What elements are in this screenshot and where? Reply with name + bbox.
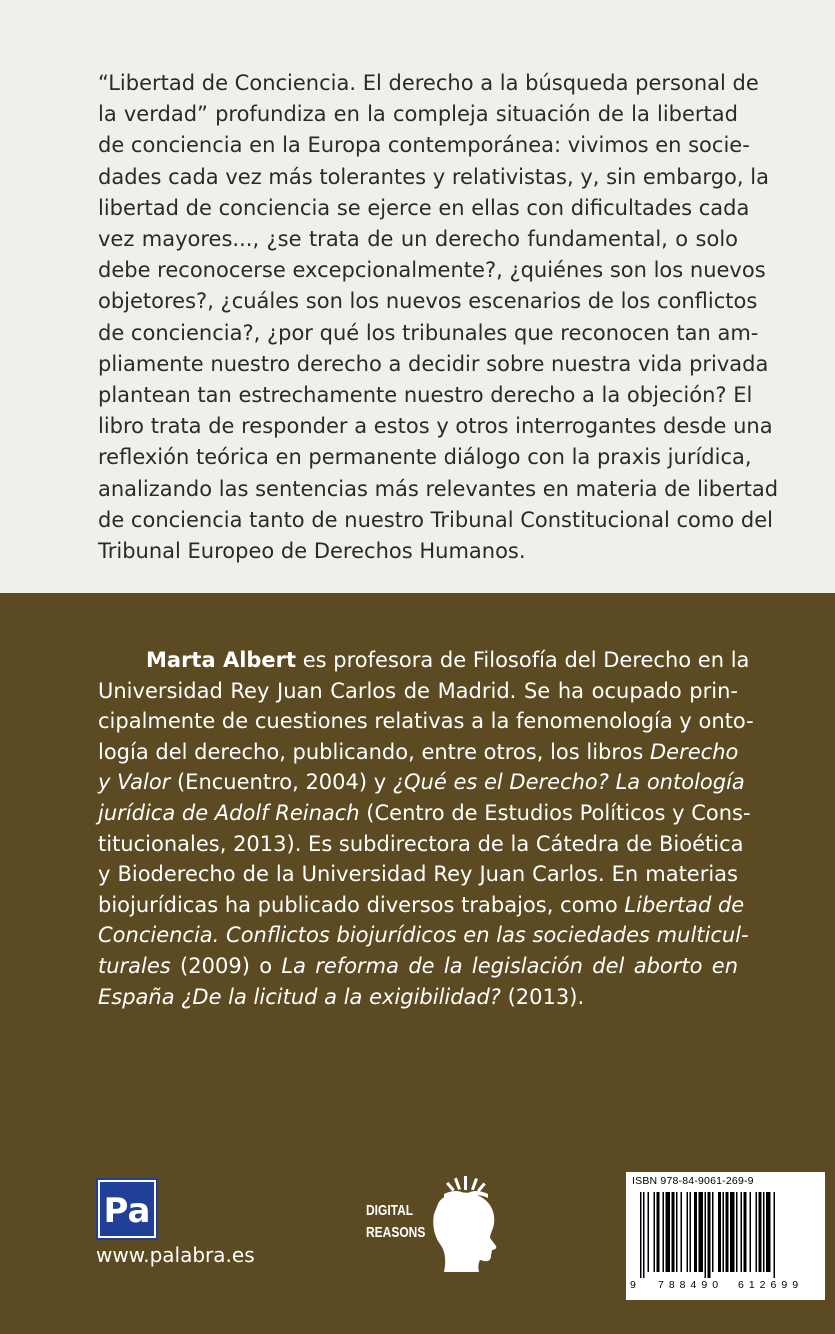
description-line: debe reconocerse excepcionalmente?, ¿quiénes son los nuevos xyxy=(98,258,766,283)
bio-line xyxy=(98,798,751,829)
barcode-digit-group: 788490 xyxy=(658,1279,724,1291)
book-title: ¿Qué es el Derecho? La ontología xyxy=(392,770,745,795)
description-line: “Libertad de Conciencia. El derecho a la búsqueda personal de xyxy=(98,71,759,95)
bio-line xyxy=(98,645,750,676)
description-line: objetores?, ¿cuáles son los nuevos escenarios de los conflictos xyxy=(98,289,758,314)
barcode-bar xyxy=(643,1192,645,1278)
barcode-bar xyxy=(676,1192,678,1272)
bio-text: es profesora de Filosofía del Derecho en la xyxy=(296,648,750,672)
description-line: plantean tan estrechamente nuestro derecho a la objeción? El xyxy=(98,383,753,408)
book-title: y Valor xyxy=(98,770,171,795)
bio-line xyxy=(98,951,738,982)
barcode-bar xyxy=(759,1192,762,1272)
barcode-bar xyxy=(730,1192,735,1272)
barcode-bar xyxy=(723,1192,725,1272)
barcode-bar xyxy=(705,1192,707,1278)
collection-line: DIGITAL xyxy=(366,1202,414,1219)
barcode-bar xyxy=(663,1192,665,1272)
book-title: Conciencia. Conflictos biojurídicos en las sociedades multicul- xyxy=(98,923,749,948)
barcode-bar xyxy=(699,1192,704,1272)
bio-text: biojurídicas ha publicado diversos trabajos, como xyxy=(98,892,625,917)
book-title: España ¿De la licitud a la exigibilidad? xyxy=(98,984,501,1009)
description-line: de conciencia tanto de nuestro Tribunal Constitucional como del xyxy=(98,507,773,532)
barcode-bar xyxy=(756,1192,758,1272)
bio-text: (Centro de Estudios Políticos y Cons- xyxy=(359,800,751,825)
barcode-bar xyxy=(666,1192,671,1272)
book-title: La reforma de la legislación del aborto en xyxy=(281,953,739,978)
barcode-bar xyxy=(750,1192,752,1272)
barcode-bar xyxy=(681,1192,683,1272)
isbn-text: ISBN 978-84-9061-269-9 xyxy=(632,1175,754,1187)
barcode-bar xyxy=(712,1192,714,1272)
barcode-digit-group: 612699 xyxy=(738,1279,804,1291)
palabra-logo xyxy=(96,1178,158,1240)
barcode-bar xyxy=(687,1192,689,1272)
barcode-bar xyxy=(690,1192,692,1272)
bio-line xyxy=(98,767,745,798)
collection-name xyxy=(366,1200,425,1244)
barcode-bar xyxy=(718,1192,721,1272)
author-name: Marta Albert xyxy=(146,648,297,672)
barcode-bar xyxy=(726,1192,729,1272)
barcode-bar xyxy=(774,1192,776,1278)
description-line: de conciencia?, ¿por qué los tribunales que reconocen tan am- xyxy=(98,320,759,345)
description-line: pliamente nuestro derecho a decidir sobre nuestra vida privada xyxy=(98,351,769,376)
description-line: libro trata de responder a estos y otros interrogantes desde una xyxy=(98,414,773,439)
barcode-icon xyxy=(640,1192,820,1278)
description-line: Tribunal Europeo de Derechos Humanos. xyxy=(98,539,526,564)
book-title: turales xyxy=(98,953,171,978)
barcode-bar xyxy=(654,1192,656,1272)
description-line: analizando las sentencias más relevantes en materia de libertad xyxy=(98,476,779,501)
barcode-bar xyxy=(640,1192,642,1278)
book-description xyxy=(98,68,779,567)
description-line: de conciencia en la Europa contemporánea: vivimos en socie- xyxy=(98,133,750,158)
author-bio xyxy=(98,645,754,1012)
barcode-label xyxy=(626,1172,825,1300)
bio-text: logía del derecho, publicando, entre otros, los libros xyxy=(98,739,650,764)
logo-letters: Pa xyxy=(103,1191,151,1231)
bio-line xyxy=(98,737,738,768)
barcode-bar xyxy=(708,1192,711,1278)
bio-line xyxy=(98,890,745,921)
open-book-icon xyxy=(444,1176,488,1198)
description-line: la verdad” profundiza en la compleja situación de la libertad xyxy=(98,102,738,127)
book-title: Derecho xyxy=(650,739,739,764)
barcode-bar xyxy=(672,1192,675,1272)
bio-line: titucionales, 2013). Es subdirectora de la Cátedra de Bioética xyxy=(98,831,744,856)
description-line: reflexión teórica en permanente diálogo con la praxis jurídica, xyxy=(98,445,752,470)
description-line: dades cada vez más tolerantes y relativistas, y, sin embargo, la xyxy=(98,164,769,189)
book-title: Libertad de xyxy=(624,892,745,917)
bio-text: (2009) o xyxy=(170,953,282,978)
bio-line: Universidad Rey Juan Carlos de Madrid. Se ha ocupado prin- xyxy=(98,678,738,703)
description-line: vez mayores..., ¿se trata de un derecho fundamental, o solo xyxy=(98,227,738,252)
bio-line xyxy=(98,982,738,1013)
barcode-bar xyxy=(736,1192,738,1272)
book-title: jurídica de Adolf Reinach xyxy=(98,800,360,825)
barcode-bar xyxy=(657,1192,660,1272)
bio-line xyxy=(98,920,749,951)
collection-line: REASONS xyxy=(366,1224,426,1241)
barcode-bar xyxy=(766,1192,771,1272)
barcode-bar xyxy=(741,1192,743,1272)
bio-text: (2013). xyxy=(500,984,585,1009)
bio-line: cipalmente de cuestiones relativas a la fenomenología y onto- xyxy=(98,709,754,734)
publisher-url[interactable]: www.palabra.es xyxy=(96,1243,255,1267)
barcode-bar xyxy=(648,1192,650,1272)
barcode-digit-prefix: 9 xyxy=(630,1279,636,1291)
bio-text: (Encuentro, 2004) y xyxy=(170,770,393,795)
barcode-bar xyxy=(744,1192,747,1272)
bio-line: y Bioderecho de la Universidad Rey Juan Carlos. En materias xyxy=(98,862,738,887)
head-silhouette-icon xyxy=(433,1192,496,1272)
barcode-bar xyxy=(763,1192,765,1272)
barcode-bar xyxy=(694,1192,697,1272)
description-line: libertad de conciencia se ejerce en ellas con dificultades cada xyxy=(98,195,750,220)
